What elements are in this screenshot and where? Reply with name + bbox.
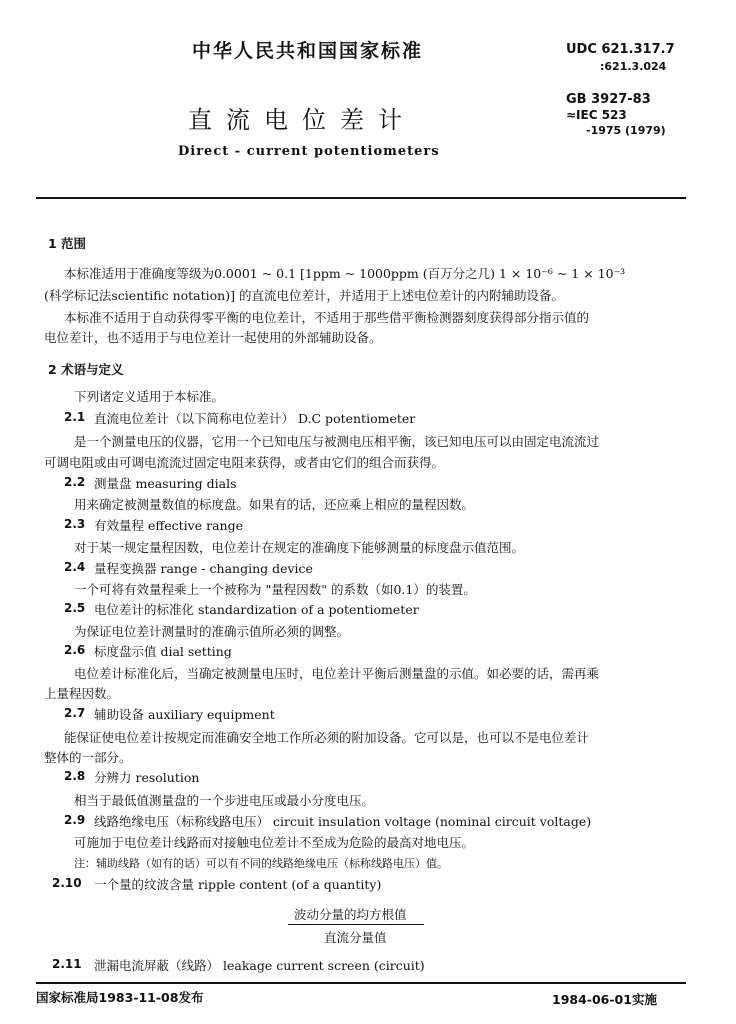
def-2-7-number: 2.7 (64, 706, 86, 720)
def-2-4-text: 一个可将有效量程乘上一个被称为 "量程因数" 的系数（如0.1）的装置。 (74, 582, 476, 597)
section-2-title: 2 术语与定义 (48, 362, 124, 377)
def-2-4-heading: 量程变换器 range - changing device (94, 561, 313, 576)
document-title-en: Direct - current potentiometers (178, 144, 440, 159)
def-2-1-number: 2.1 (64, 410, 86, 424)
def-2-9-note: 注：辅助线路（如有的话）可以有不同的线路绝缘电压（标称线路电压）值。 (74, 857, 448, 870)
def-2-5-text: 为保证电位差计测量时的准确示值所必须的调整。 (74, 624, 350, 639)
header-divider (36, 197, 686, 199)
def-2-7-text-b: 整体的一部分。 (44, 750, 132, 765)
gb-code: GB 3927-83 (566, 92, 651, 107)
def-2-7-text-a: 能保证使电位差计按规定而准确安全地工作所必须的附加设备。它可以是，也可以不是电位差计 (64, 730, 590, 745)
section-2-intro: 下列诸定义适用于本标准。 (74, 389, 225, 404)
def-2-9-text: 可施加于电位差计线路而对接触电位差计不至成为危险的最高对地电压。 (74, 835, 475, 850)
section-1-para-1a: 本标准适用于准确度等级为0.0001 ~ 0.1 [1ppm ~ 1000ppm (百万分之几) 1 × 10⁻⁶ ~ 1 × 10⁻³ (64, 266, 626, 281)
iec-year: -1975 (1979) (586, 124, 666, 137)
section-1-para-2a: 本标准不适用于自动获得零平衡的电位差计，不适用于那些借平衡检测器刻度获得部分指示值的 (64, 310, 590, 325)
effective-date: 1984-06-01实施 (552, 992, 657, 1007)
section-1-para-1b: (科学标记法scientific notation)] 的直流电位差计，并适用于上述电位差计的内附辅助设备。 (44, 288, 564, 303)
section-1-title: 1 范围 (48, 236, 87, 251)
footer-divider (36, 982, 686, 984)
def-2-3-number: 2.3 (64, 517, 86, 531)
def-2-1-text-b: 可调电阻或由可调电流流过固定电阻来获得，或者由它们的组合而获得。 (44, 455, 445, 470)
def-2-11-number: 2.11 (52, 957, 82, 971)
def-2-8-text: 相当于最低值测量盘的一个步进电压或最小分度电压。 (74, 793, 375, 808)
section-1-para-2b: 电位差计，也不适用于与电位差计一起使用的外部辅助设备。 (44, 330, 382, 345)
udc-code-2: :621.3.024 (600, 60, 667, 73)
def-2-3-heading: 有效量程 effective range (94, 518, 243, 533)
def-2-10-number: 2.10 (52, 876, 82, 890)
def-2-5-heading: 电位差计的标准化 standardization of a potentiometer (94, 602, 419, 617)
ripple-formula-denominator: 直流分量值 (324, 930, 387, 945)
def-2-8-heading: 分辨力 resolution (94, 770, 200, 785)
def-2-6-text-a: 电位差计标准化后，当确定被测量电压时，电位差计平衡后测量盘的示值。如必要的话，需再乘 (74, 666, 600, 681)
ripple-formula-fraction-bar (288, 924, 424, 925)
def-2-1-heading: 直流电位差计（以下简称电位差计） D.C potentiometer (94, 411, 416, 426)
def-2-6-heading: 标度盘示值 dial setting (94, 644, 232, 659)
iec-reference: ≈IEC 523 (566, 108, 627, 122)
def-2-6-text-b: 上量程因数。 (44, 686, 120, 701)
def-2-5-number: 2.5 (64, 601, 86, 615)
def-2-9-heading: 线路绝缘电压（标称线路电压） circuit insulation voltage (nominal circuit voltage) (94, 814, 592, 829)
udc-code: UDC 621.317.7 (566, 42, 675, 57)
def-2-2-heading: 测量盘 measuring dials (94, 476, 237, 491)
document-title-cn: 直流电位差计 (188, 106, 416, 134)
def-2-3-text: 对于某一规定量程因数，电位差计在规定的准确度下能够测量的标度盘示值范围。 (74, 540, 525, 555)
def-2-2-text: 用来确定被测量数值的标度盘。如果有的话，还应乘上相应的量程因数。 (74, 497, 475, 512)
issue-date: 国家标准局1983-11-08发布 (36, 990, 204, 1005)
def-2-2-number: 2.2 (64, 475, 86, 489)
ripple-formula-numerator: 波动分量的均方根值 (294, 907, 407, 922)
standard-type-heading: 中华人民共和国国家标准 (192, 40, 424, 62)
def-2-6-number: 2.6 (64, 643, 86, 657)
def-2-8-number: 2.8 (64, 769, 86, 783)
def-2-11-heading: 泄漏电流屏蔽（线路） leakage current screen (circuit) (94, 958, 425, 973)
def-2-4-number: 2.4 (64, 560, 86, 574)
def-2-10-heading: 一个量的纹波含量 ripple content (of a quantity) (94, 877, 382, 892)
def-2-7-heading: 辅助设备 auxiliary equipment (94, 707, 275, 722)
def-2-1-text-a: 是一个测量电压的仪器，它用一个已知电压与被测电压相平衡，该已知电压可以由固定电流流过 (74, 434, 600, 449)
def-2-9-number: 2.9 (64, 813, 86, 827)
